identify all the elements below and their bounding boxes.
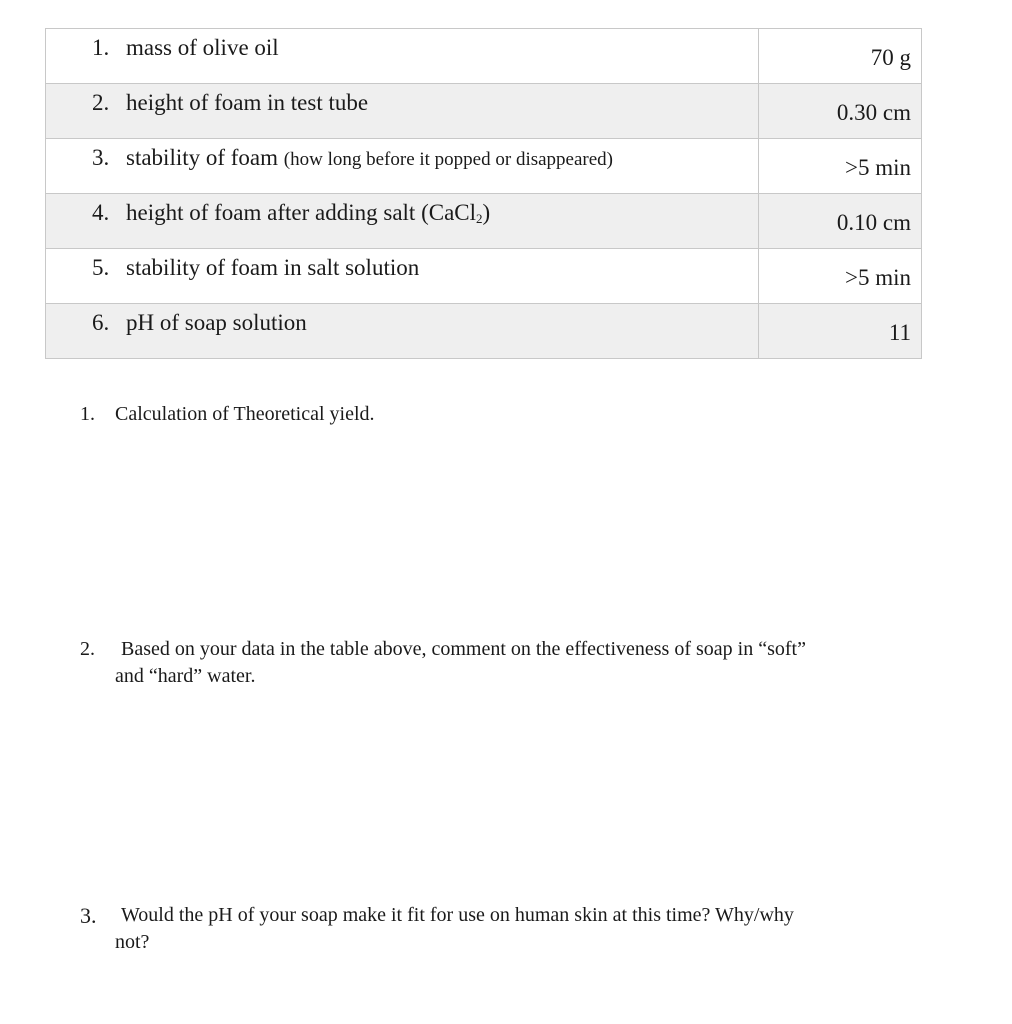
subscript: 2 xyxy=(476,211,483,226)
results-table xyxy=(45,28,922,359)
row-label-cell xyxy=(46,139,759,194)
question-3 xyxy=(80,902,920,956)
table-row xyxy=(46,29,922,84)
question-number: 2. xyxy=(80,638,95,660)
question-2 xyxy=(80,636,920,690)
question-number: 3. xyxy=(80,903,97,928)
row-label-cell xyxy=(46,249,759,304)
row-value: 0.10 cm xyxy=(759,194,922,249)
row-number: 2. xyxy=(92,90,110,115)
row-label-cell xyxy=(46,304,759,359)
row-value: 0.30 cm xyxy=(759,84,922,139)
row-label: mass of olive oil xyxy=(126,35,279,60)
row-note: (how long before it popped or disappeared) xyxy=(283,149,614,170)
question-line: Based on your data in the table above, comment on the effectiveness of soap in “soft” xyxy=(121,638,806,660)
question-line: and “hard” water. xyxy=(115,665,256,687)
table-row xyxy=(46,194,922,249)
question-text xyxy=(80,401,375,428)
row-label: height of foam after adding salt (CaCl xyxy=(126,200,477,225)
question-line: Would the pH of your soap make it fit for use on human skin at this time? Why/why xyxy=(121,904,794,926)
table-row xyxy=(46,139,922,194)
table-row xyxy=(46,84,922,139)
row-value: >5 min xyxy=(759,139,922,194)
row-number: 1. xyxy=(92,35,110,60)
row-value: 70 g xyxy=(759,29,922,84)
row-label-end: ) xyxy=(482,200,491,225)
row-value: >5 min xyxy=(759,249,922,304)
row-label-cell xyxy=(46,29,759,84)
table-row xyxy=(46,249,922,304)
row-label-cell xyxy=(46,194,759,249)
row-number: 5. xyxy=(92,255,110,280)
question-text xyxy=(80,902,920,956)
row-number: 3. xyxy=(92,145,110,170)
row-value: 11 xyxy=(759,304,922,359)
question-line: Calculation of Theoretical yield. xyxy=(115,403,375,425)
question-text xyxy=(80,636,920,690)
row-number: 4. xyxy=(92,200,110,225)
row-label: stability of foam xyxy=(126,145,284,170)
row-label-cell xyxy=(46,84,759,139)
question-number: 1. xyxy=(80,403,95,425)
question-1 xyxy=(80,401,375,428)
question-line: not? xyxy=(115,931,150,953)
row-label: stability of foam in salt solution xyxy=(126,255,420,280)
row-label: height of foam in test tube xyxy=(126,90,369,115)
row-label: pH of soap solution xyxy=(126,310,307,335)
table-row xyxy=(46,304,922,359)
row-number: 6. xyxy=(92,310,110,335)
